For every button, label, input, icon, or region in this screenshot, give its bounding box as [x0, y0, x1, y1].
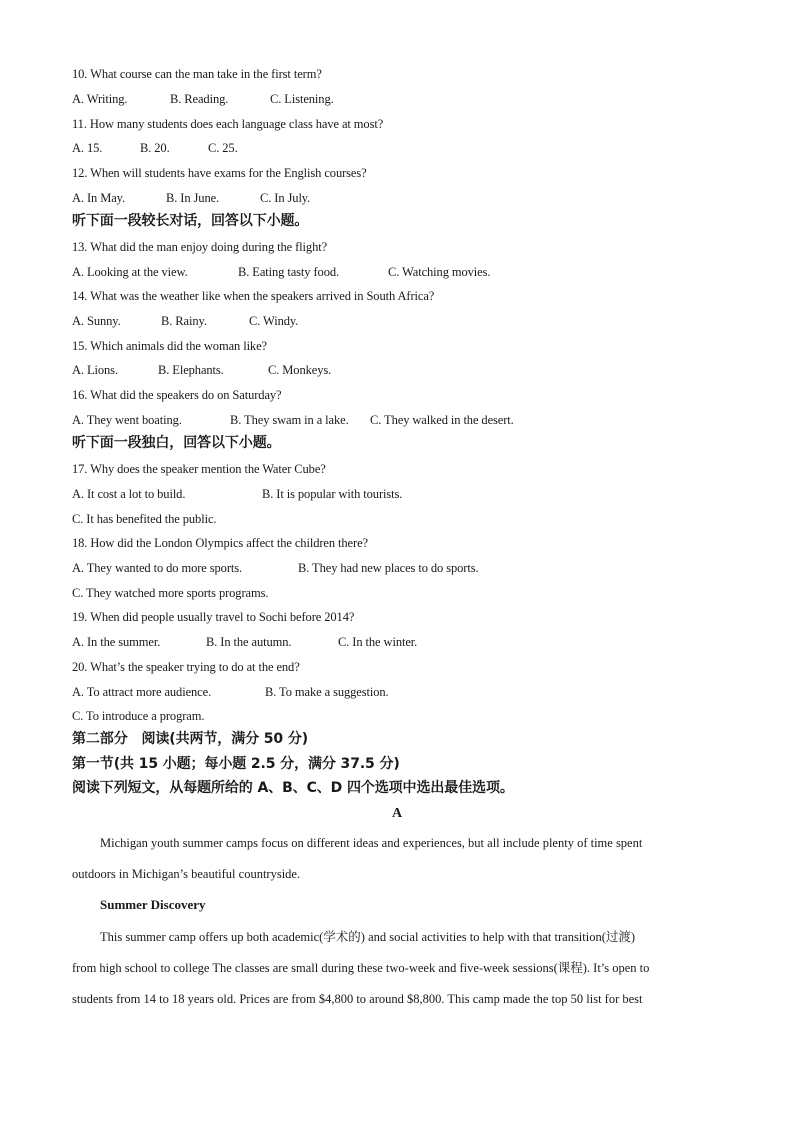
question-12: 12. When will students have exams for the English courses?: [72, 166, 367, 180]
option-a: A. It cost a lot to build.: [72, 487, 186, 501]
question-15: 15. Which animals did the woman like?: [72, 339, 267, 353]
option-a: A. To attract more audience.: [72, 685, 212, 699]
question-10: 10. What course can the man take in the first term?: [72, 67, 322, 81]
option-b: B. Reading.: [170, 92, 229, 106]
question-11: 11. How many students does each language class have at most?: [72, 117, 384, 131]
option-a: A. They went boating.: [72, 413, 182, 427]
option-c: C. In the winter.: [338, 635, 418, 649]
option-b: B. Eating tasty food.: [238, 265, 340, 279]
option-c: C. Monkeys.: [268, 363, 332, 377]
option-a: A. Looking at the view.: [72, 265, 188, 279]
option-c: C. Listening.: [270, 92, 334, 106]
passage-body-line-3: students from 14 to 18 years old. Prices are from $4,800 to around $8,800. This camp made the top 50 list for best: [72, 992, 643, 1006]
option-a: A. 15.: [72, 141, 103, 155]
option-b: B. In June.: [166, 191, 220, 205]
option-b: B. They swam in a lake.: [230, 413, 349, 427]
option-a: A. Sunny.: [72, 314, 121, 328]
question-20-option-c: C. To introduce a program.: [72, 709, 205, 723]
passage-subheading: Summer Discovery: [100, 897, 206, 912]
option-b: B. To make a suggestion.: [265, 685, 389, 699]
section1-heading: 第一节(共 15 小题；每小题 2.5 分，满分 37.5 分): [72, 756, 400, 772]
passage-intro-line-2: outdoors in Michigan’s beautiful countryside.: [72, 867, 301, 881]
option-a: A. Writing.: [72, 92, 128, 106]
question-17: 17. Why does the speaker mention the Water Cube?: [72, 462, 326, 476]
option-b: B. In the autumn.: [206, 635, 292, 649]
passage-intro-line-1: Michigan youth summer camps focus on different ideas and experiences, but all include plenty of time spent: [100, 836, 643, 850]
question-19: 19. When did people usually travel to Sochi before 2014?: [72, 610, 355, 624]
option-c: C. Windy.: [249, 314, 299, 328]
option-c: C. In July.: [260, 191, 311, 205]
question-20: 20. What’s the speaker trying to do at the end?: [72, 660, 300, 674]
question-16: 16. What did the speakers do on Saturday?: [72, 388, 282, 402]
option-a: A. Lions.: [72, 363, 118, 377]
option-a: A. They wanted to do more sports.: [72, 561, 243, 575]
part2-heading: 第二部分 阅读(共两节，满分 50 分): [72, 731, 309, 747]
option-b: B. 20.: [140, 141, 170, 155]
passage-letter: A: [391, 806, 402, 821]
passage-body-line-2: from high school to college The classes are small during these two-week and five-week sessions(课程). It’s open to: [72, 961, 650, 975]
option-c: C. They walked in the desert.: [370, 413, 514, 427]
section-heading-monologue: 听下面一段独白，回答以下小题。: [72, 435, 281, 451]
option-b: B. Elephants.: [158, 363, 224, 377]
question-17-option-c: C. It has benefited the public.: [72, 512, 217, 526]
question-18-option-c: C. They watched more sports programs.: [72, 586, 269, 600]
passage-body-line-1: This summer camp offers up both academic(学术的) and social activities to help with that transition(过渡): [100, 930, 636, 944]
option-c: C. Watching movies.: [388, 265, 491, 279]
section-heading-long-dialogue: 听下面一段较长对话，回答以下小题。: [72, 213, 309, 229]
option-b: B. It is popular with tourists.: [262, 487, 403, 501]
reading-instruction: 阅读下列短文，从每题所给的 A、B、C、D 四个选项中选出最佳选项。: [72, 780, 514, 796]
option-b: B. They had new places to do sports.: [298, 561, 479, 575]
option-c: C. 25.: [208, 141, 238, 155]
question-13: 13. What did the man enjoy doing during the flight?: [72, 240, 328, 254]
option-a: A. In the summer.: [72, 635, 161, 649]
question-14: 14. What was the weather like when the speakers arrived in South Africa?: [72, 289, 435, 303]
option-b: B. Rainy.: [161, 314, 207, 328]
question-18: 18. How did the London Olympics affect the children there?: [72, 536, 368, 550]
option-a: A. In May.: [72, 191, 126, 205]
